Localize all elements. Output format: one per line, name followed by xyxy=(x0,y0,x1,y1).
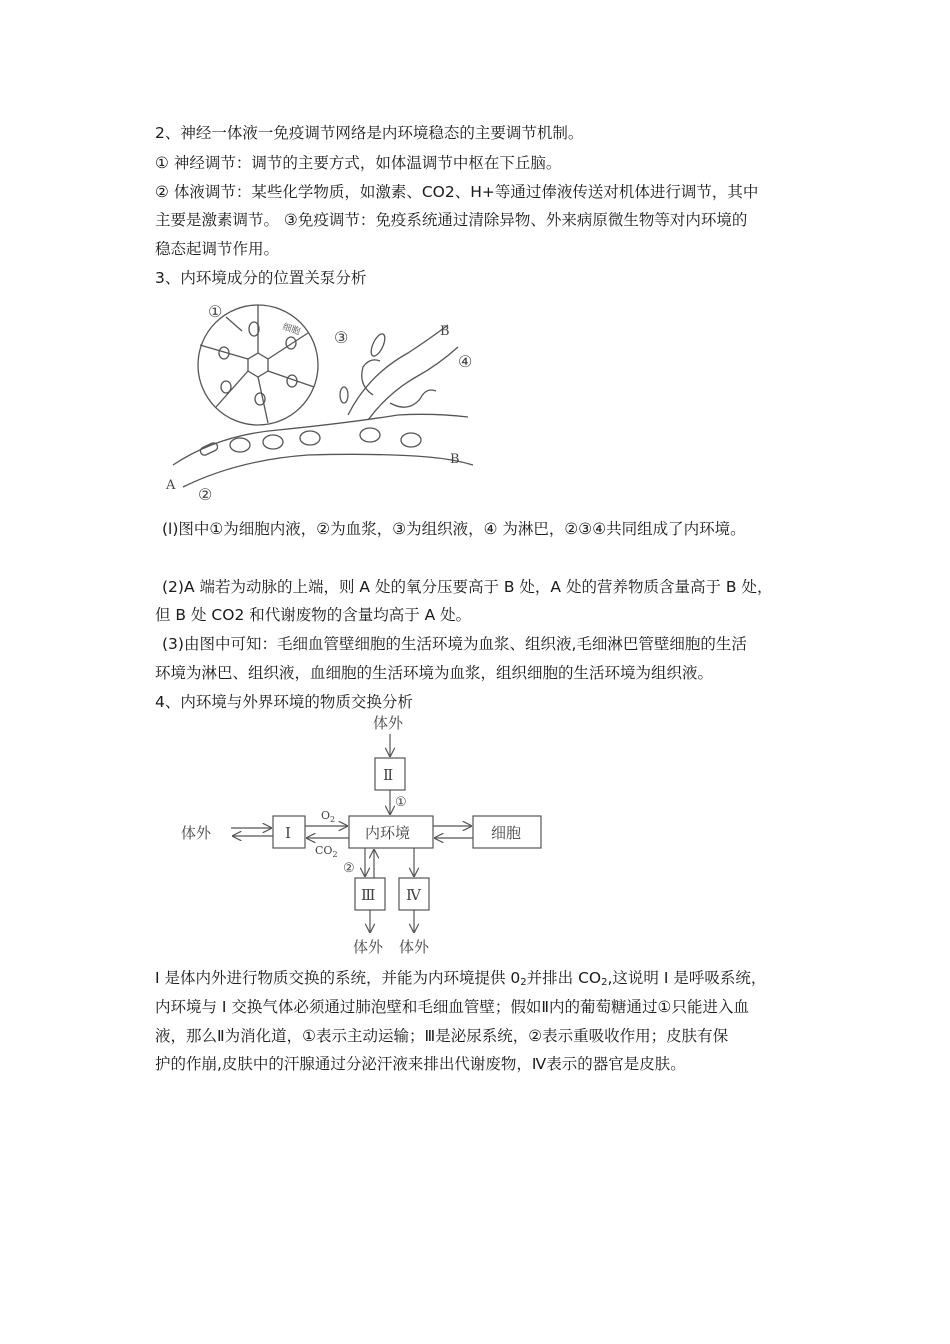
paragraph-line: ② 体液调节：某些化学物质，如激素、CO2、H+等通过俸液传送对机体进行调节，其中 xyxy=(155,183,759,201)
label-internal-environment: 内环境 xyxy=(365,824,411,842)
capillary-top-wall xyxy=(173,414,468,465)
label-box-II: Ⅱ xyxy=(383,766,394,784)
paragraph-line: 液，那么Ⅱ为消化道，①表示主动运输；Ⅲ是泌尿系统，②表示重吸收作用；皮肤有保 xyxy=(155,1027,729,1045)
label-outside-left: 体外 xyxy=(181,824,212,842)
paragraph-line: 稳态起调节作用。 xyxy=(155,240,280,258)
paragraph-line: I 是体内外进行物质交换的系统，并能为内环境提供 $0_2$并排出 $CO_2$,这说明 I 是呼吸系统， xyxy=(155,969,767,988)
label-box-I: I xyxy=(285,824,291,842)
center-cell xyxy=(248,353,268,377)
label-o2: $O_2$ xyxy=(321,809,336,824)
label-box-III: Ⅲ xyxy=(361,886,376,904)
capillary-bottom-wall xyxy=(183,454,473,487)
label-cell: 细胞 xyxy=(491,824,522,842)
label-arrow-1: ① xyxy=(395,795,407,810)
label-A: A xyxy=(166,478,176,493)
label-co2: $CO_2$ xyxy=(315,844,338,859)
paragraph-line: 内环境与 I 交换气体必须通过肺泡壁和毛细血管壁；假如Ⅱ内的葡萄糖通过①只能进入血 xyxy=(155,998,749,1016)
label-1: ① xyxy=(208,302,223,321)
paragraph-line: ① 神经调节：调节的主要方式，如体温调节中枢在下丘脑。 xyxy=(155,154,562,172)
label-3: ③ xyxy=(334,328,349,347)
label-box-IV: Ⅳ xyxy=(406,886,421,904)
paragraph-line: 环境为淋巴、组织液，血细胞的生活环境为血浆，组织细胞的生活环境为组织液。 xyxy=(155,664,714,682)
section-heading: 4、内环境与外界环境的物质交换分析 xyxy=(155,693,413,711)
paragraph-line: (3)由图中可知：毛细血管壁细胞的生活环境为血浆、组织液,毛细淋巴管壁细胞的生活 xyxy=(162,635,747,653)
paragraph-line: 但 B 处 CO2 和代谢废物的含量均高于 A 处。 xyxy=(155,606,472,624)
paragraph-line: 护的作崩,皮肤中的汗腺通过分泌汗液来排出代谢废物，Ⅳ表示的器官是皮肤。 xyxy=(155,1055,686,1073)
label-outside-bottom-2: 体外 xyxy=(399,938,430,956)
label-B-bottom: B xyxy=(450,452,460,467)
label-arrow-2: ② xyxy=(343,861,355,876)
lymph-vessel xyxy=(348,325,458,420)
exchange-diagram xyxy=(175,712,555,957)
label-B-top: B xyxy=(440,324,450,339)
label-outside-bottom-1: 体外 xyxy=(353,938,384,956)
internal-environment-figure xyxy=(158,295,488,510)
paragraph-line: (l)图中①为细胞内液，②为血浆，③为组织液，④ 为淋巴，②③④共同组成了内环境。 xyxy=(162,520,746,538)
label-2: ② xyxy=(198,485,213,504)
cell-label: 细胞 xyxy=(281,322,302,338)
label-4: ④ xyxy=(458,352,473,371)
paragraph-line: 2、神经一体液一免疫调节网络是内环境稳态的主要调节机制。 xyxy=(155,124,584,142)
label-outside-top: 体外 xyxy=(373,714,404,732)
paragraph-line: (2)A 端若为动脉的上端，则 A 处的氧分压要高于 B 处，A 处的营养物质含量高于 B 处， xyxy=(162,578,773,596)
section-heading: 3、内环境成分的位置关泵分析 xyxy=(155,269,367,287)
paragraph-line: 主要是激素调节。 ③免疫调节：免疫系统通过清除异物、外来病原微生物等对内环境的 xyxy=(155,211,748,229)
